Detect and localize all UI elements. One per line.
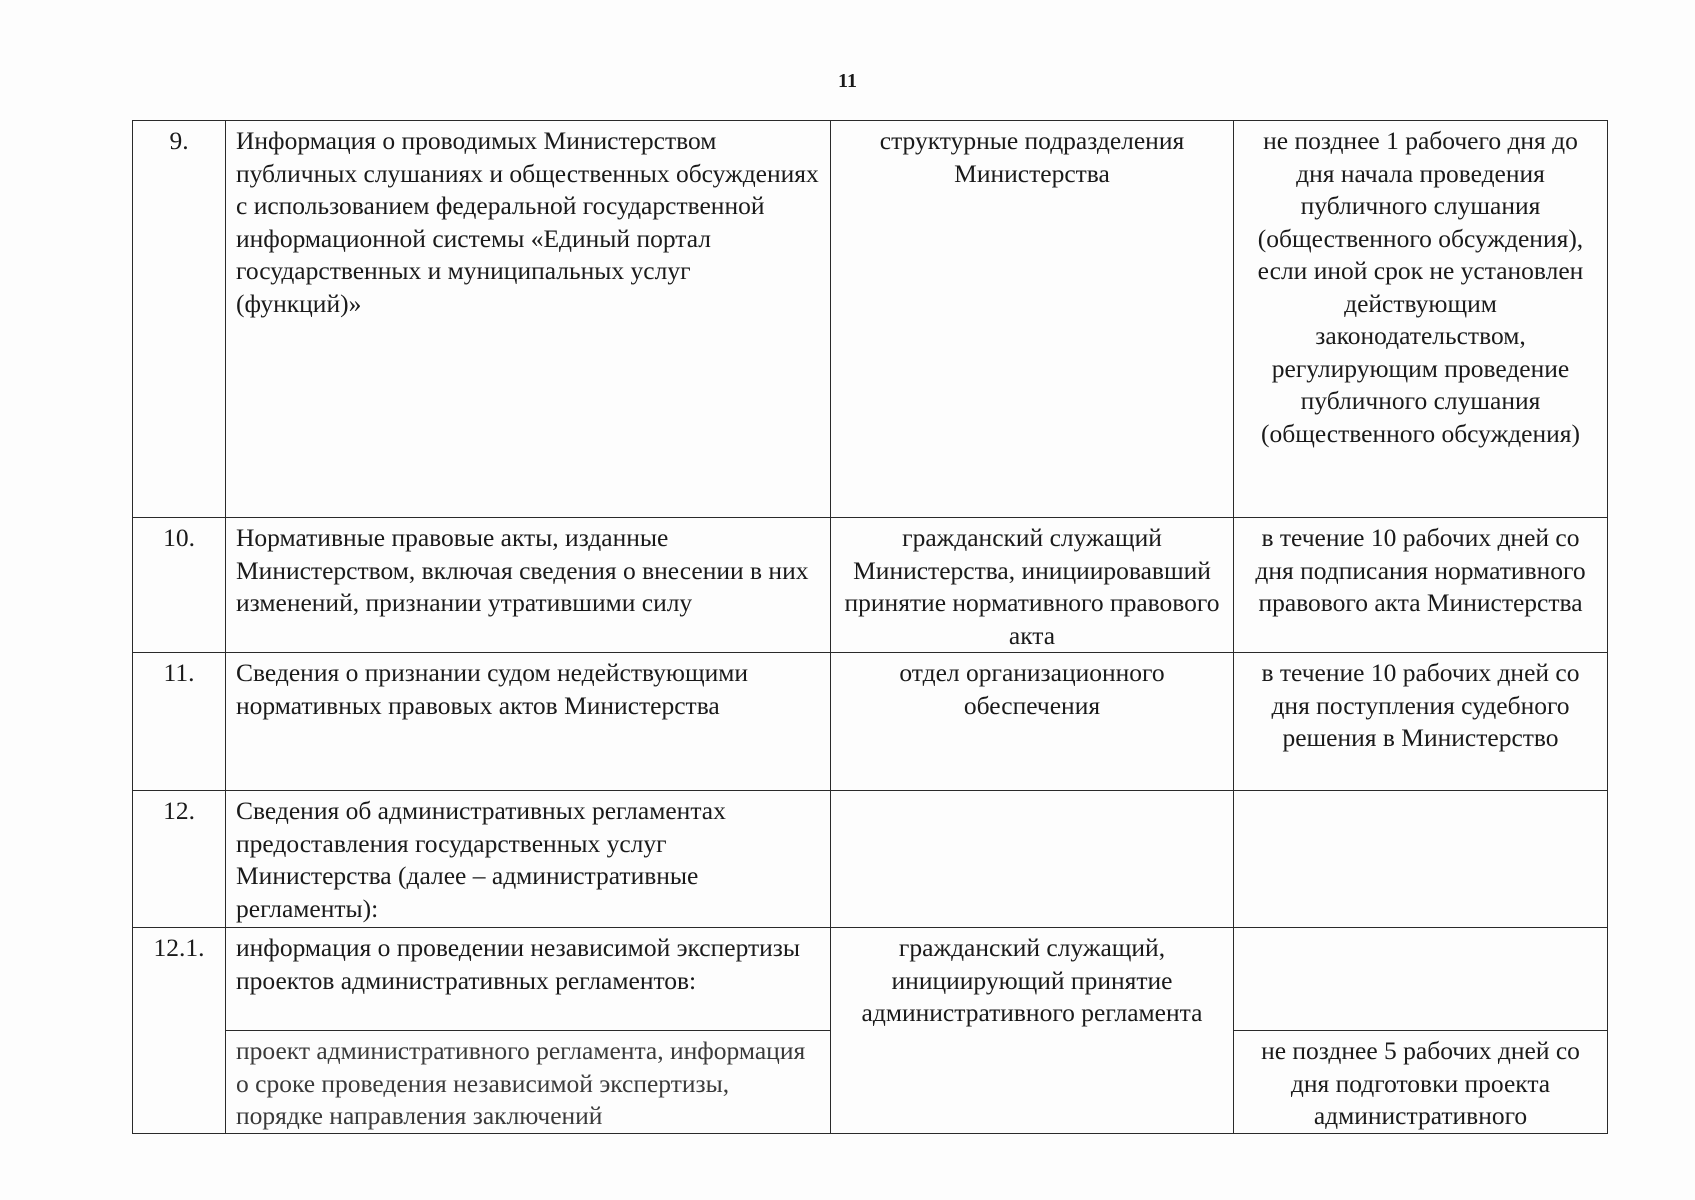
row-number: 12.1. bbox=[133, 928, 226, 1134]
term-cell: в течение 10 рабочих дней со дня поступления судебного решения в Министерство bbox=[1234, 653, 1608, 791]
info-cell: Сведения о признании судом недействующими нормативных правовых актов Министерства bbox=[226, 653, 831, 791]
table-row bbox=[133, 928, 1608, 1031]
term-cell bbox=[1234, 791, 1608, 928]
info-cell: Информация о проводимых Министерством публичных слушаниях и общественных обсуждениях с использованием федеральной государственной информационной системы «Единый портал государственных и муниципальных услуг (функций)» bbox=[226, 121, 831, 518]
info-cell: информация о проведении независимой экспертизы проектов административных регламентов: bbox=[226, 928, 831, 1031]
responsible-cell: структурные подразделения Министерства bbox=[831, 121, 1234, 518]
table-row bbox=[133, 121, 1608, 518]
row-number: 11. bbox=[133, 653, 226, 791]
row-number: 12. bbox=[133, 791, 226, 928]
term-cell bbox=[1234, 928, 1608, 1031]
term-cell: не позднее 5 рабочих дней со дня подготовки проекта административного bbox=[1234, 1031, 1608, 1134]
term-cell: не позднее 1 рабочего дня до дня начала проведения публичного слушания (общественного обсуждения), если иной срок не установлен действующим законодательством, регулирующим проведение публичного слушания (общественного обсуждения) bbox=[1234, 121, 1608, 518]
responsible-cell: гражданский служащий, инициирующий принятие административного регламента bbox=[831, 928, 1234, 1134]
disclosure-table bbox=[132, 120, 1608, 1134]
term-cell: в течение 10 рабочих дней со дня подписания нормативного правового акта Министерства bbox=[1234, 518, 1608, 653]
responsible-cell: отдел организационного обеспечения bbox=[831, 653, 1234, 791]
info-cell: Нормативные правовые акты, изданные Министерством, включая сведения о внесении в них изменений, признании утратившими силу bbox=[226, 518, 831, 653]
row-number: 9. bbox=[133, 121, 226, 518]
row-number: 10. bbox=[133, 518, 226, 653]
table-row bbox=[133, 791, 1608, 928]
page-number: 11 bbox=[838, 70, 857, 92]
info-cell: проект административного регламента, информация о сроке проведения независимой экспертизы, порядке направления заключений bbox=[226, 1031, 831, 1134]
responsible-cell: гражданский служащий Министерства, инициировавший принятие нормативного правового акта bbox=[831, 518, 1234, 653]
info-cell: Сведения об административных регламентах предоставления государственных услуг Министерства (далее – административные регламенты): bbox=[226, 791, 831, 928]
table-row bbox=[133, 653, 1608, 791]
table-row bbox=[133, 518, 1608, 653]
responsible-cell bbox=[831, 791, 1234, 928]
